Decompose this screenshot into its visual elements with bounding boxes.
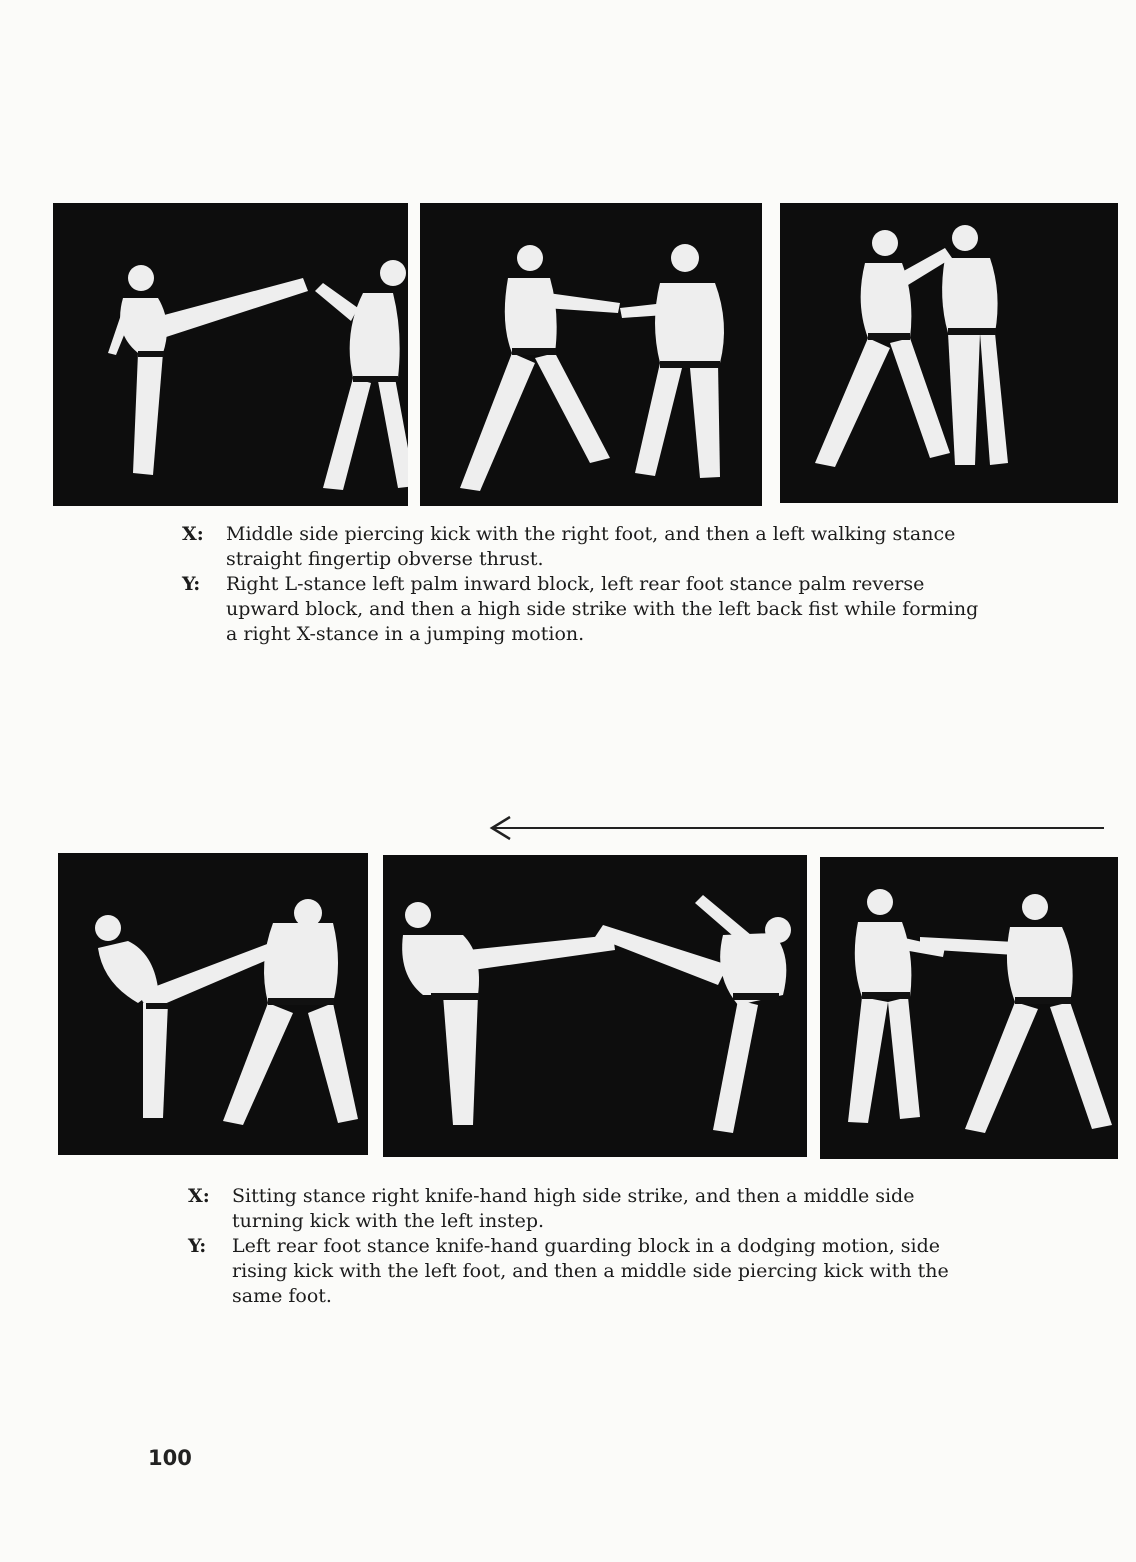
direction-arrow-icon bbox=[488, 814, 1108, 842]
top-caption-y bbox=[182, 572, 982, 647]
photo-top-3 bbox=[780, 203, 1118, 503]
photo-bottom-2-figures bbox=[383, 855, 807, 1157]
page-number: 100 bbox=[148, 1446, 192, 1470]
bottom-caption-y-label: Y: bbox=[188, 1235, 207, 1257]
top-caption bbox=[182, 522, 982, 647]
bottom-caption bbox=[188, 1184, 988, 1309]
photo-bottom-3-figures bbox=[820, 857, 1118, 1159]
photo-bottom-2 bbox=[383, 855, 807, 1157]
top-caption-x bbox=[182, 522, 982, 572]
bottom-caption-x-text: Sitting stance right knife-hand high side strike, and then a middle side turning kick with the left instep. bbox=[232, 1185, 915, 1232]
bottom-caption-y bbox=[188, 1234, 988, 1309]
photo-top-3-figures bbox=[780, 203, 1118, 503]
photo-top-1 bbox=[53, 203, 408, 506]
bottom-caption-y-text: Left rear foot stance knife-hand guarding block in a dodging motion, side rising kick with the left foot, and then a middle side piercing kick with the same foot. bbox=[232, 1235, 949, 1307]
top-caption-x-text: Middle side piercing kick with the right foot, and then a left walking stance straight fingertip obverse thrust. bbox=[226, 523, 956, 570]
photo-bottom-1-figures bbox=[58, 853, 368, 1155]
top-caption-y-label: Y: bbox=[182, 573, 201, 595]
photo-top-2 bbox=[420, 203, 762, 506]
bottom-caption-x-label: X: bbox=[188, 1185, 210, 1207]
bottom-caption-x bbox=[188, 1184, 988, 1234]
photo-bottom-1 bbox=[58, 853, 368, 1155]
top-caption-y-text: Right L-stance left palm inward block, left rear foot stance palm reverse upward block, and then a high side strike with the left back fist while forming a right X-stance in a jumping motion. bbox=[226, 573, 979, 645]
photo-top-1-figures bbox=[53, 203, 408, 506]
top-caption-x-label: X: bbox=[182, 523, 204, 545]
photo-bottom-3 bbox=[820, 857, 1118, 1159]
photo-top-2-figures bbox=[420, 203, 762, 506]
